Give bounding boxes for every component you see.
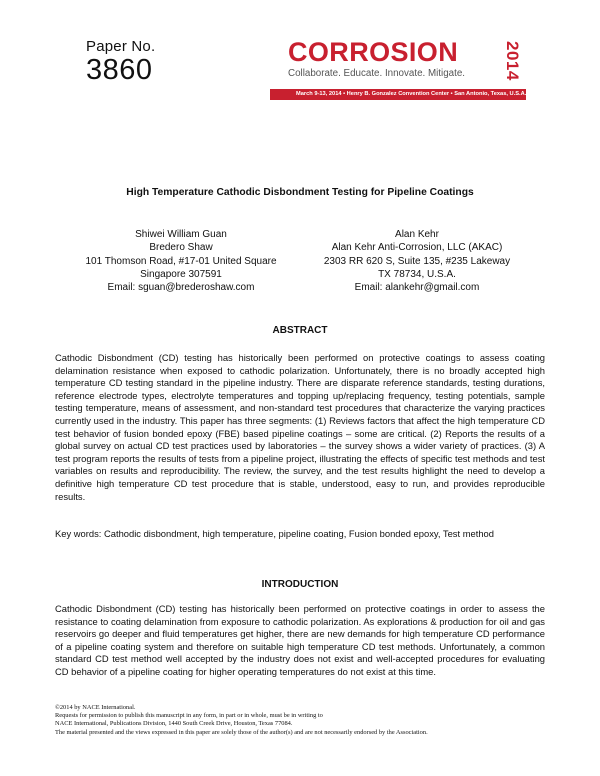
footer-copyright: ©2014 by NACE International. — [55, 704, 136, 711]
author-address-line: 2303 RR 620 S, Suite 135, #235 Lakeway — [323, 255, 511, 267]
paper-label: Paper No. — [86, 38, 156, 55]
footer-disclaimer: The material presented and the views expressed in this paper are solely those of the author(s) and are not necessarily endorsed by the Association. — [55, 728, 428, 736]
abstract-text: Cathodic Disbondment (CD) testing has historically been performed on protective coatings to assess coating delamination resistance when exposed to cathodic polarization. Unfortunately, there is no broadly accepted high temperature CD testing standard in the pipeline industry. There are disparate reference standards, testing durations, reference electrode types, electrolyte temperatures and topping up/replacing frequency, testing potentials, sample testing temperature, means of assessment, and non-standard test procedures that characterize the varying practices currently used in the industry. This paper has three segments: (1) Reviews factors that affect the high temperature CD test behavior of fusion bonded epoxy (FBE) based pipeline coatings – some are critical. (2) Reports the results of a global survey on actual CD test practices used by laboratories – the survey shows a wider variety of practices. (3) A test program reports the results of tests from a pipeline project, illustrating the effects of specific test methods and test variables on results and reproducibility. The review, the survey, and the test results highlight the need to develop a definitive high temperature CD test procedure that is stable, understood, easy to run, and provides reproducible results. — [55, 352, 545, 502]
author-org: Bredero Shaw — [149, 242, 213, 254]
author-org: Alan Kehr Anti-Corrosion, LLC (AKAC) — [331, 242, 503, 254]
introduction-text: Cathodic Disbondment (CD) testing has historically been performed on protective coatings in order to assess the resistance to coating delamination from exposure to cathodic polarization. As explorations & production for oil and gas reservoirs go deeper and fluid temperatures get higher, there are new demands for high temperature CD performance of a pipeline coating system and therefore on suitable high temperature CD test methods. Unfortunately, a common standard CD test method well accepted by the industry does not exist and well-accepted procedures for evaluating CD behavior of a pipeline coating for higher operating temperatures do not exist at this time. — [55, 603, 545, 677]
author-email: Email: alankehr@gmail.com — [354, 282, 480, 294]
logo-year: 2014 — [503, 41, 522, 81]
paper-number-block — [86, 38, 206, 86]
author-block-2 — [292, 228, 542, 294]
logo-tagline: Collaborate. Educate. Innovate. Mitigate. — [288, 68, 465, 79]
keywords: Key words: Cathodic disbondment, high temperature, pipeline coating, Fusion bonded epoxy, Test method — [55, 528, 494, 539]
paper-title: High Temperature Cathodic Disbondment Testing for Pipeline Coatings — [126, 187, 474, 198]
author-email: Email: sguan@brederoshaw.com — [107, 282, 255, 294]
introduction-heading: INTRODUCTION — [261, 579, 339, 590]
author-name: Alan Kehr — [395, 229, 439, 240]
footer-notice — [55, 704, 555, 737]
author-address-line: Singapore 307591 — [140, 268, 222, 280]
paper-number: 3860 — [86, 54, 153, 86]
corrosion-2014-logo — [270, 36, 526, 110]
footer-address: NACE International, Publications Division, 1440 South Creek Drive, Houston, Texas 77084. — [55, 720, 293, 728]
logo-event-bar: March 9-13, 2014 • Henry B. Gonzalez Convention Center • San Antonio, Texas, U.S.A. — [270, 89, 526, 100]
author-block-1 — [56, 228, 306, 294]
author-address-line: TX 78734, U.S.A. — [378, 268, 456, 280]
abstract-heading: ABSTRACT — [272, 325, 328, 336]
author-address-line: 101 Thomson Road, #17-01 United Square — [85, 255, 277, 267]
footer-permission: Requests for permission to publish this manuscript in any form, in part or in whole, must be in writing to — [55, 712, 323, 720]
logo-wordmark: CORROSION — [288, 37, 459, 67]
author-name: Shiwei William Guan — [135, 229, 227, 240]
